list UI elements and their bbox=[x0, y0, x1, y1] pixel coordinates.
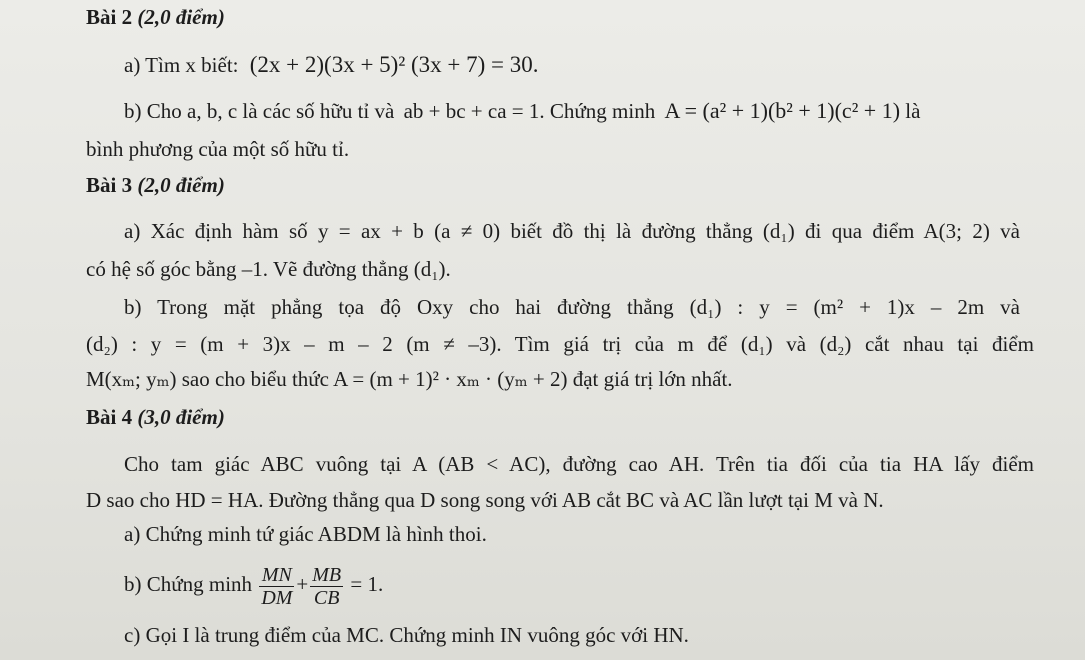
bai2-b-tail: là bbox=[905, 99, 921, 123]
bai3-part-a-line1: a) Xác định hàm số y = ax + b (a ≠ 0) biết đồ thị là đường thẳng (d₁) đi qua điểm A(3; 2) và bbox=[124, 219, 1020, 243]
bai3-part-a-line2: có hệ số góc bằng –1. Vẽ đường thẳng (d₁). bbox=[86, 257, 451, 281]
bai2-b-expression: A = (a² + 1)(b² + 1)(c² + 1) bbox=[664, 98, 901, 123]
fraction-mn-dm-denominator: DM bbox=[261, 586, 293, 609]
bai2-a-label: a) Tìm x biết: bbox=[124, 53, 239, 77]
bai4-score: (3,0 điểm) bbox=[137, 405, 225, 429]
bai3-part-b-line1: b) Trong mặt phẳng tọa độ Oxy cho hai đường thẳng (d₁) : y = (m² + 1)x – 2m và bbox=[124, 295, 1020, 319]
bai2-part-a bbox=[124, 52, 539, 78]
fraction-mb-cb bbox=[310, 564, 343, 609]
fraction-mn-dm bbox=[259, 564, 294, 609]
bai4-part-c: c) Gọi I là trung điểm của MC. Chứng minh IN vuông góc với HN. bbox=[124, 623, 689, 647]
fraction-mb-cb-numerator: MB bbox=[312, 563, 342, 586]
bai2-score: (2,0 điểm) bbox=[137, 5, 225, 29]
bai3-title: Bài 3 bbox=[86, 173, 133, 197]
bai4-part-b bbox=[124, 560, 383, 610]
bai2-b-intro: b) Cho a, b, c là các số hữu tỉ và bbox=[124, 99, 395, 123]
bai2-b-condition: ab + bc + ca = 1 bbox=[403, 99, 540, 123]
bai2-a-equation: (2x + 2)(3x + 5)² (3x + 7) = 30. bbox=[249, 52, 539, 77]
bai3-part-b-line2: (d₂) : y = (m + 3)x – m – 2 (m ≠ –3). Tìm giá trị của m để (d₁) và (d₂) cắt nhau tại điểm bbox=[86, 332, 1034, 356]
bai2-title: Bài 2 bbox=[86, 5, 133, 29]
bai4-b-equals: = 1. bbox=[350, 572, 384, 596]
fraction-mn-dm-numerator: MN bbox=[259, 564, 294, 587]
bai4-intro-line1: Cho tam giác ABC vuông tại A (AB < AC), đường cao AH. Trên tia đối của tia HA lấy điểm bbox=[124, 452, 1034, 476]
bai2-b-prove-label: . Chứng minh bbox=[539, 99, 656, 123]
bai4-part-a: a) Chứng minh tứ giác ABDM là hình thoi. bbox=[124, 522, 487, 546]
bai3-score: (2,0 điểm) bbox=[137, 173, 225, 197]
bai4-intro-line2: D sao cho HD = HA. Đường thẳng qua D song song với AB cắt BC và AC lần lượt tại M và N. bbox=[86, 488, 884, 512]
bai2-heading bbox=[86, 4, 225, 30]
fraction-mb-cb-denominator: CB bbox=[313, 586, 340, 609]
bai4-heading bbox=[86, 404, 225, 430]
bai2-part-b-line2: bình phương của một số hữu tỉ. bbox=[86, 137, 350, 161]
plus-sign: + bbox=[296, 572, 309, 596]
bai4-b-label: b) Chứng minh bbox=[124, 572, 253, 596]
bai4-title: Bài 4 bbox=[86, 405, 133, 429]
bai3-part-b-line3: M(xₘ; yₘ) sao cho biểu thức A = (m + 1)² · xₘ · (yₘ + 2) đạt giá trị lớn nhất. bbox=[86, 367, 733, 391]
bai3-heading bbox=[86, 172, 225, 198]
bai2-part-b-line1 bbox=[124, 98, 920, 124]
